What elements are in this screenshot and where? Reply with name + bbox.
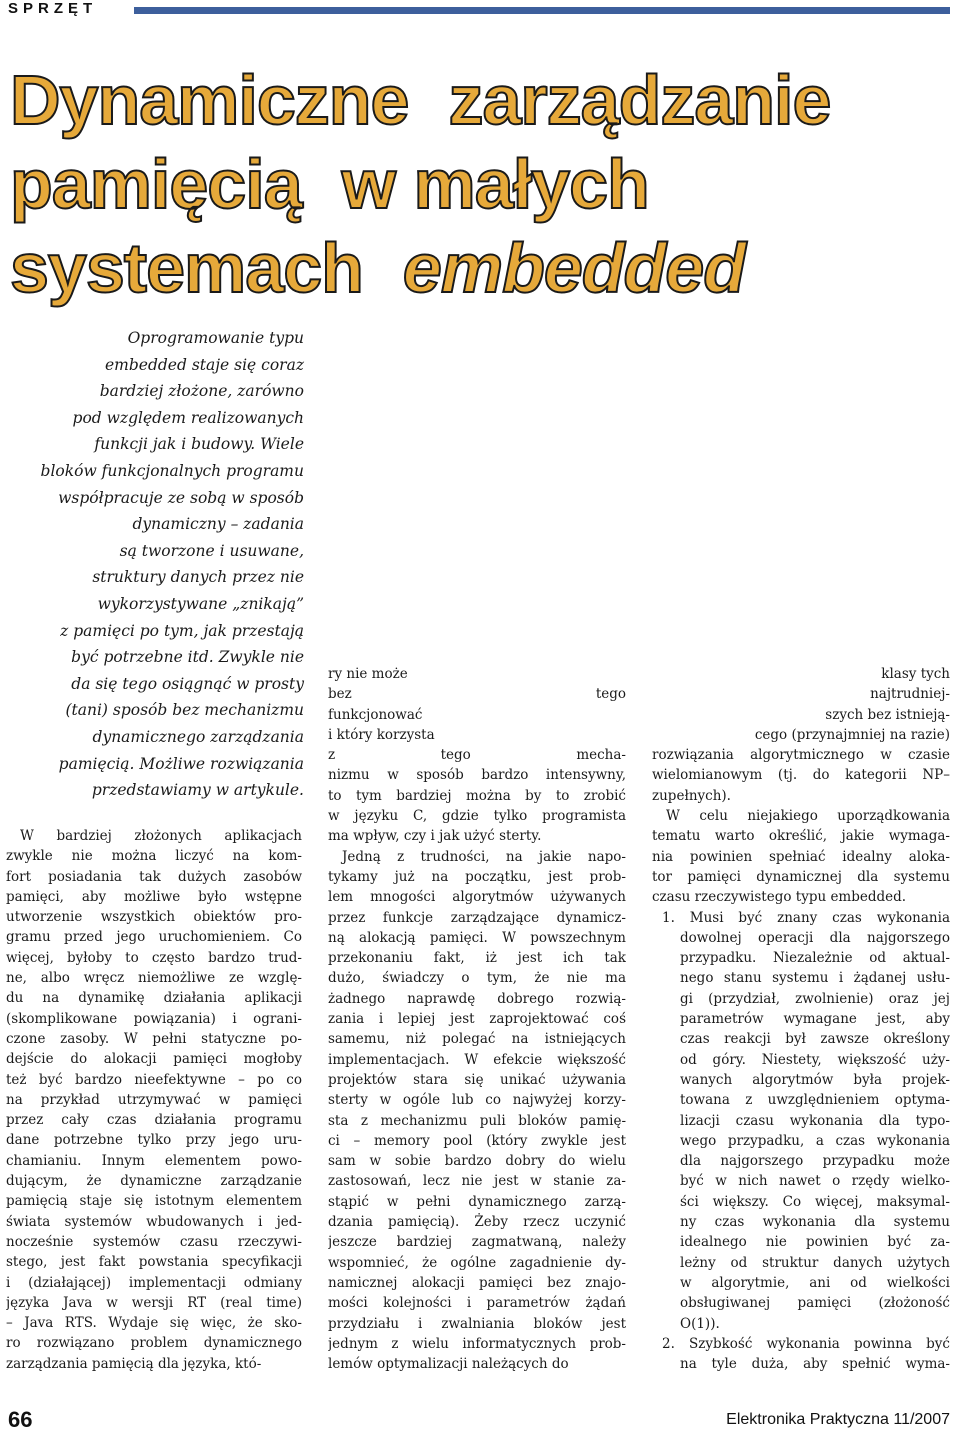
text-line: bloków funkcjonalnych programu [40, 461, 304, 480]
text-line: funkcjonować [328, 706, 423, 723]
title-word: Dynamiczne [10, 61, 409, 139]
text-line: da się tego osiągnąć w prosty [71, 674, 304, 693]
text-line: tematu warto określić, jakie wymaga- [652, 828, 950, 845]
text-line: ry nie może [328, 666, 408, 682]
text-line: klasy tych [881, 666, 950, 682]
text-line: są tworzone i usuwane, [119, 541, 304, 560]
text-line: stąpić w pełni dynamicznego zarzą- [328, 1193, 626, 1210]
text-line: bardziej złożone, zarówno [99, 382, 304, 401]
text-line: przedstawiamy w artykule. [91, 781, 304, 800]
title-line-2 [10, 142, 955, 226]
text-line: ne, albo wręcz niemożliwe ze wzglę- [6, 970, 302, 987]
text-line: nia powinien spełniać idealny aloka- [652, 848, 950, 865]
text-line: wielomianowym (tj. do kategorii NP– [652, 767, 950, 784]
text-line: języka Java w wersji RT (real time) [6, 1294, 302, 1311]
title-word: embedded [402, 229, 745, 307]
text-line: O(1)). [680, 1315, 720, 1332]
text-line: wykorzystywane „znikają” [97, 594, 304, 613]
text-line: namicznej alokacji pamięci bez znajo- [328, 1274, 626, 1291]
text-line: stego, jest fakt powstania specyfikacji [6, 1254, 302, 1271]
text-line: – Java RTS. Wydaje się więc, że sko- [6, 1315, 302, 1332]
text-line: tykamy już na początku, jest prob- [328, 868, 626, 885]
text-line: dla najgorszego przypadku może [680, 1153, 950, 1170]
text-line: sterty w ogóle lub co najwyżej korzy- [328, 1092, 626, 1109]
text-line: projektów stara się unikać używania [328, 1071, 626, 1088]
text-line: pamięcią. Możliwe rozwiązania [58, 754, 304, 773]
page-number: 66 [8, 1407, 33, 1432]
text-line: utworzenie wszystkich obiektów pro- [6, 909, 302, 926]
text-line: i (działającej) implementacji odmiany [6, 1274, 302, 1291]
text-line: fort posiadania tak dużych zasobów [6, 868, 302, 885]
text-line: czone zasoby. W pełni statyczne po- [6, 1030, 302, 1047]
text-line: gi (przydział, zwolnienie) oraz jej [680, 990, 950, 1007]
text-line: 1. Musi być znany czas wykonania [662, 909, 950, 926]
text-line: czasu rzeczywistego typu embedded. [652, 889, 907, 906]
article-title [10, 58, 955, 310]
text-line: gramu przed jego uruchomieniem. Co [6, 929, 302, 946]
text-line: przydziału i zwalniania bloków jest [328, 1315, 626, 1332]
text-line: obsługiwanej pamięci (złożoność [680, 1295, 950, 1312]
text-line: lizacji czasu wykonania dla typo- [680, 1112, 950, 1129]
text-line: nego stanu systemu i żądanej usłu- [680, 970, 950, 987]
text-line: rozwiązania algorytmicznego w czasie [652, 747, 950, 764]
text-line: w algorytmie, ani od wielkości [680, 1274, 950, 1291]
body-column-1 [6, 826, 302, 1374]
text-line: wanych algorytmów była projek- [680, 1071, 950, 1088]
text-line: żadnego naprawdę dobrego rozwią- [328, 990, 626, 1007]
text-line: dowolnej operacji dla najgorszego [680, 929, 950, 946]
text-line: zania i lepiej jest zaprojektować coś [328, 1011, 626, 1028]
text-line: na przykład utrzymywać w pamięci [6, 1091, 302, 1108]
text-line: być potrzebne itd. Zwykle nie [71, 648, 304, 667]
text-line: współpracuje ze sobą w sposób [58, 488, 304, 507]
text-line: z tego mecha- [328, 747, 626, 764]
lead-paragraph [6, 325, 304, 804]
text-line: (tani) sposób bez mechanizmu [65, 701, 304, 720]
text-line: tor pamięci dynamicznej dla systemu [652, 868, 950, 885]
title-word: systemach [10, 229, 363, 307]
text-line: ną alokacją pamięci. W powszechnym [328, 929, 626, 946]
text-line: i który korzysta [328, 726, 435, 743]
publication-footer: Elektronika Praktyczna 11/2007 [726, 1411, 950, 1428]
text-line: leżny od struktur danych użytych [680, 1254, 950, 1271]
text-line: W bardziej złożonych aplikacjach [20, 828, 302, 844]
text-line: ro rozwiązano problem dynamicznego [6, 1335, 302, 1352]
text-line: ści większy. Co więcej, maksymal- [680, 1193, 950, 1210]
text-line: sta z mechanizmu puli bloków pamię- [328, 1112, 626, 1129]
text-line: dane potrzebne tylko przy jego uru- [6, 1132, 302, 1149]
text-line: mości kolejności i parametrów żądań [328, 1295, 626, 1312]
header-rule [134, 7, 950, 14]
text-line: implementacjach. W efekcie większość [328, 1051, 626, 1068]
text-line: czas reakcji był zawsze określony [680, 1031, 950, 1048]
title-line-3 [10, 226, 955, 310]
text-line: dynamiczny – zadania [132, 515, 304, 534]
text-line: świata systemów wbudowanych i jed- [6, 1213, 302, 1230]
text-line: zastosowań, lecz nie jest w stanie za- [328, 1173, 626, 1190]
text-line: bez tego [328, 686, 626, 703]
text-line: więcej, byłoby to często bardzo trud- [6, 949, 302, 966]
text-line: pamięci, aby możliwe było wstępne [6, 888, 302, 905]
text-line: przypadku. Niezależnie od aktual- [680, 950, 950, 967]
text-line: nizmu w sposób bardzo intensywny, [328, 767, 626, 784]
text-line: też być bardzo nieefektywne – po co [6, 1071, 302, 1088]
text-line: Jedną z trudności, na jakie napo- [342, 848, 626, 865]
section-label: SPRZĘT [8, 0, 98, 17]
text-line: (skomplikowane powiązania) i ograni- [6, 1010, 302, 1027]
title-word: zarządzanie [448, 61, 831, 139]
text-line: pamięcią staje się istotnym elementem [6, 1193, 302, 1210]
text-line: samemu, niż polegać na istniejących [328, 1031, 626, 1048]
text-line: przez cały czas działania programu [6, 1112, 302, 1129]
text-line: cego (przynajmniej na razie) [754, 726, 950, 743]
text-line: idealnego nie powinien być za- [680, 1234, 950, 1251]
text-line: wego przypadku, a czas wykonania [680, 1132, 950, 1149]
text-line: pod względem realizowanych [72, 408, 304, 427]
text-line: w języku C, gdzie tylko programista [328, 808, 626, 825]
text-line: dużo, świadczy o tym, że nie ma [328, 970, 626, 987]
text-line: przekonaniu fakt, iż jest ich tak [328, 950, 626, 967]
text-line: wspomnieć, że ogólne zagadnienie dy- [328, 1254, 626, 1271]
text-line: szych bez istnieją- [825, 706, 950, 723]
text-line: być w nich nawet o rzędy wielko- [680, 1173, 950, 1190]
text-line: Oprogramowanie typu [127, 329, 304, 347]
text-line: to tym bardziej można by to zrobić [328, 787, 626, 804]
title-line-1 [10, 58, 955, 142]
body-column-3 [652, 664, 950, 1374]
text-line: dynamicznego zarządzania [92, 727, 304, 746]
text-line: dującym, że dynamiczne zarządzanie [6, 1173, 302, 1190]
text-line: ma wpływ, czy i jak użyć sterty. [328, 828, 542, 845]
text-line: zwykle nie można liczyć na kom- [6, 848, 302, 865]
text-line: sam w sobie bardzo dobry do wielu [328, 1153, 626, 1170]
text-line: embedded staje się coraz [104, 355, 304, 374]
text-line: zarządzania pamięcią dla języka, któ- [6, 1355, 262, 1372]
text-line: ny czas wykonania dla systemu [680, 1214, 950, 1231]
text-line: parametrów wymagane jest, aby [680, 1011, 950, 1028]
text-line: zupełnych). [652, 787, 731, 804]
text-line: przez funkcje zarządzające dynamicz- [328, 909, 626, 926]
text-line: lem mnogości algorytmów używanych [328, 889, 626, 906]
text-line: najtrudniej- [870, 686, 950, 703]
text-line: W celu niejakiego uporządkowania [666, 808, 950, 825]
title-word: pamięcią [10, 145, 302, 223]
text-line: od góry. Niestety, większość uży- [680, 1051, 950, 1068]
title-word: w małych [341, 145, 649, 223]
body-column-2 [328, 664, 626, 1374]
text-line: du na dynamikę działania aplikacji [6, 990, 302, 1007]
text-line: na tyle duża, aby spełnić wyma- [680, 1356, 950, 1373]
text-line: dejście do alokacji pamięci mogłoby [6, 1051, 302, 1068]
text-line: funkcji jak i budowy. Wiele [94, 435, 304, 454]
text-line: jednym z wielu informatycznych prob- [328, 1335, 626, 1352]
text-line: 2. Szybkość wykonania powinna być [662, 1335, 950, 1352]
text-line: dzania pamięcią). Żeby rzecz uczynić [328, 1214, 626, 1231]
text-line: towana z uwzględnieniem optyma- [680, 1092, 950, 1109]
text-line: jeszcze bardziej zagmatwaną, należy [328, 1234, 626, 1251]
text-line: z pamięci po tym, jak przestają [60, 621, 304, 640]
text-line: nocześnie systemów czasu rzeczywi- [6, 1233, 302, 1250]
text-line: ci – memory pool (który zwykle jest [328, 1132, 626, 1149]
text-line: lemów optymalizacji należących do [328, 1356, 569, 1373]
text-line: chamianiu. Innym elementem powo- [6, 1152, 302, 1169]
text-line: struktury danych przez nie [92, 568, 304, 587]
